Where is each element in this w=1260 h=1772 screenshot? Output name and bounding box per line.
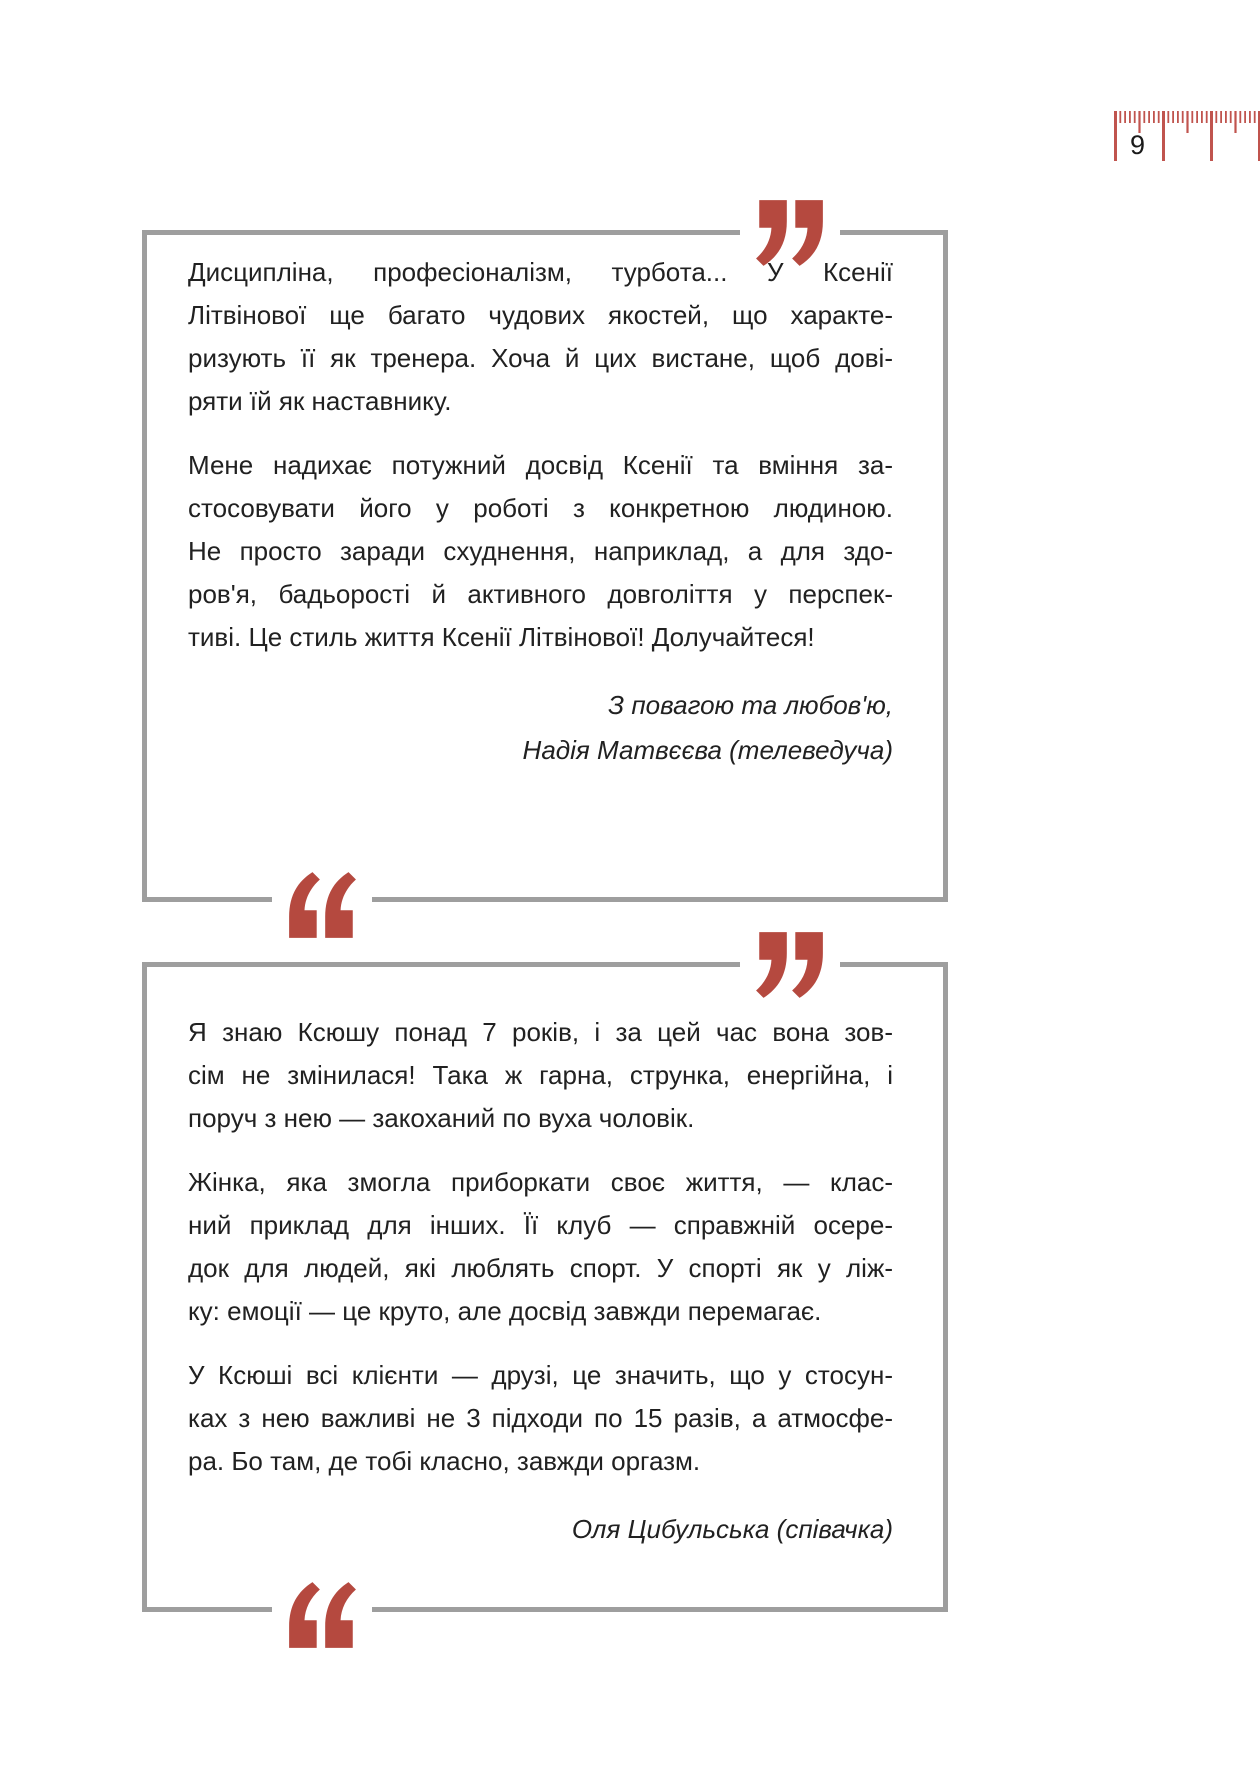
open-quote-icon <box>272 1582 372 1648</box>
quote-line: ров'я, бадьорості й активного довголіття у перспек- <box>188 579 893 609</box>
quote-paragraph <box>188 444 893 659</box>
quote-line: ний приклад для інших. Її клуб — справжній осере- <box>188 1210 893 1240</box>
quote-line: Дисципліна, професіоналізм, турбота... У Ксенії <box>188 257 893 287</box>
quote-line: поруч з нею — закоханий по вуха чоловік. <box>188 1103 695 1133</box>
quote-paragraph <box>188 1354 893 1483</box>
open-quote-icon <box>272 872 372 938</box>
quote-line: док для людей, які люблять спорт. У спорті як у ліж- <box>188 1253 893 1283</box>
quote-paragraph <box>188 1161 893 1333</box>
quote-box-2 <box>142 962 948 1612</box>
signature-line: Надія Матвєєва (телеведуча) <box>522 735 893 765</box>
quote-text-1 <box>188 251 893 773</box>
quote-box-1 <box>142 230 948 902</box>
quote-line: стосовувати його у роботі з конкретною людиною. <box>188 493 893 523</box>
quote-line: Я знаю Ксюшу понад 7 років, і за цей час вона зов- <box>188 1017 893 1047</box>
quote-signature <box>188 683 893 773</box>
quote-line: ризують її як тренера. Хоча й цих вистане, щоб дові- <box>188 343 893 373</box>
quote-paragraph <box>188 251 893 423</box>
quote-line: сім не змінилася! Така ж гарна, струнка, енергійна, і <box>188 1060 893 1090</box>
quote-line: Жінка, яка змогла приборкати своє життя, — клас- <box>188 1167 893 1197</box>
quote-line: ра. Бо там, де тобі класно, завжди оргазм. <box>188 1446 701 1476</box>
quote-line: Не просто заради схуднення, наприклад, а для здо- <box>188 536 893 566</box>
quote-text-2 <box>188 1011 893 1552</box>
quote-line: ках з нею важливі не 3 підходи по 15 разів, а атмосфе- <box>188 1403 893 1433</box>
quote-line: Мене надихає потужний досвід Ксенії та вміння за- <box>188 450 893 480</box>
quote-signature <box>188 1507 893 1552</box>
page-number: 9 <box>1130 130 1146 160</box>
quote-paragraph <box>188 1011 893 1140</box>
quote-line: ряти їй як наставнику. <box>188 386 452 416</box>
close-quote-icon <box>740 932 840 998</box>
signature-line: З повагою та любов'ю, <box>608 690 893 720</box>
quote-line: У Ксюші всі клієнти — друзі, це значить, що у стосун- <box>188 1360 893 1390</box>
quote-line: ку: емоції — це круто, але досвід завжди перемагає. <box>188 1296 822 1326</box>
quote-line: тиві. Це стиль життя Ксенії Літвінової! Долучайтеся! <box>188 622 815 652</box>
quote-line: Літвінової ще багато чудових якостей, що характе- <box>188 300 893 330</box>
signature-line: Оля Цибульська (співачка) <box>571 1514 893 1544</box>
